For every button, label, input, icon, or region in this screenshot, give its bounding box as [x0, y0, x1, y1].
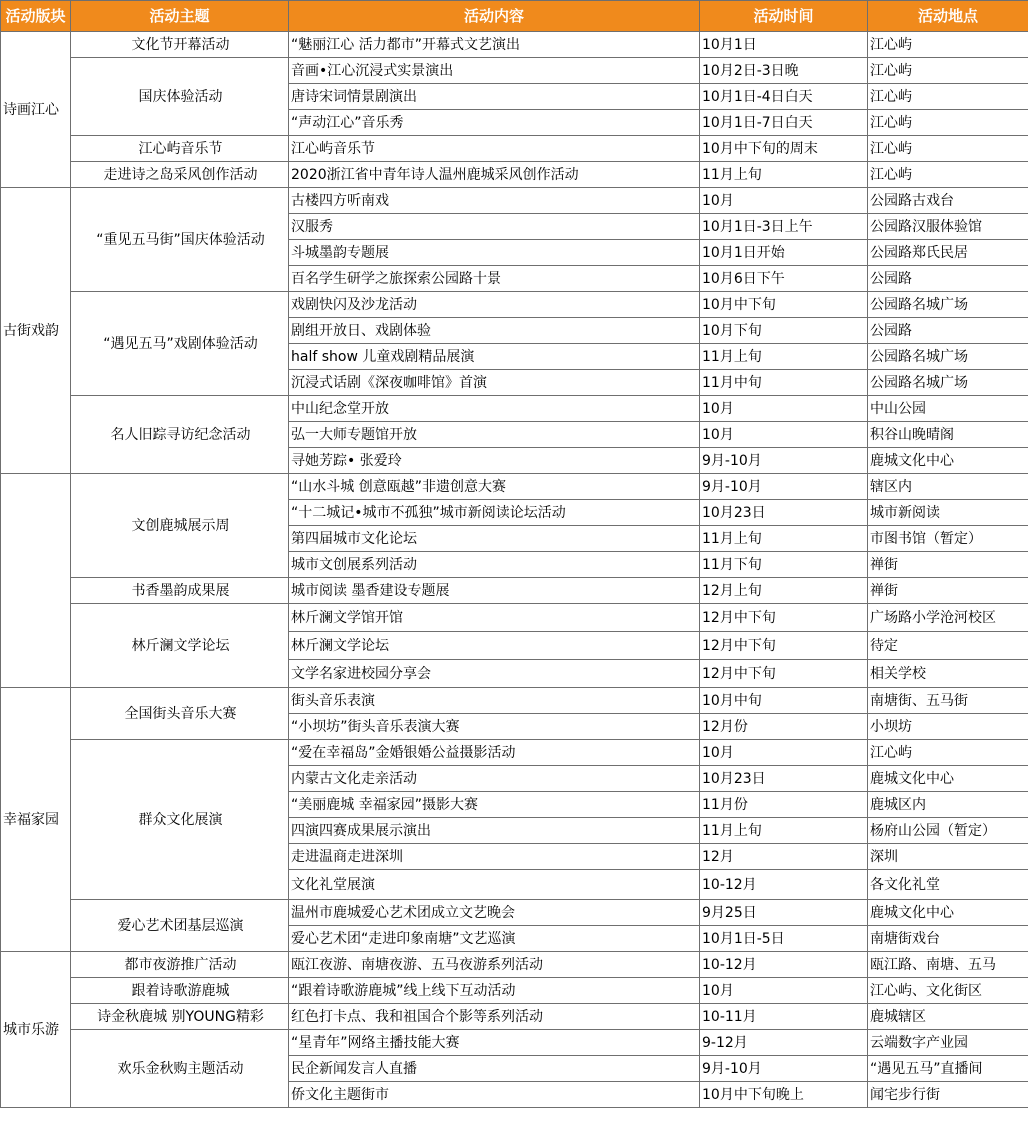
place-cell: 待定 — [868, 632, 1028, 660]
table-row — [1, 58, 1028, 84]
place-cell: 瓯江路、南塘、五马 — [868, 952, 1028, 978]
content-cell: 街头音乐表演 — [289, 688, 700, 714]
place-cell: 江心屿 — [868, 162, 1028, 188]
table-row — [1, 740, 1028, 766]
place-cell: 深圳 — [868, 844, 1028, 870]
place-cell: 公园路名城广场 — [868, 344, 1028, 370]
time-cell: 9月-10月 — [700, 474, 868, 500]
time-cell: 10月中旬 — [700, 688, 868, 714]
time-cell: 9月25日 — [700, 900, 868, 926]
place-cell: 相关学校 — [868, 660, 1028, 688]
time-cell: 10月1日开始 — [700, 240, 868, 266]
header-time: 活动时间 — [700, 1, 868, 32]
content-cell: 文学名家进校园分享会 — [289, 660, 700, 688]
time-cell: 12月中下旬 — [700, 604, 868, 632]
place-cell: 江心屿 — [868, 110, 1028, 136]
time-cell: 10月下旬 — [700, 318, 868, 344]
place-cell: 市图书馆（暂定） — [868, 526, 1028, 552]
theme-cell: 国庆体验活动 — [71, 58, 289, 136]
theme-cell: 诗金秋鹿城 别YOUNG精彩 — [71, 1004, 289, 1030]
place-cell: 公园路名城广场 — [868, 292, 1028, 318]
time-cell: 11月中旬 — [700, 370, 868, 396]
place-cell: 江心屿 — [868, 136, 1028, 162]
header-section: 活动版块 — [1, 1, 71, 32]
table-row — [1, 32, 1028, 58]
theme-cell: 名人旧踪寻访纪念活动 — [71, 396, 289, 474]
theme-cell: “遇见五马”戏剧体验活动 — [71, 292, 289, 396]
place-cell: 小坝坊 — [868, 714, 1028, 740]
table-row — [1, 474, 1028, 500]
content-cell: 内蒙古文化走亲活动 — [289, 766, 700, 792]
content-cell: 弘一大师专题馆开放 — [289, 422, 700, 448]
place-cell: 云端数字产业园 — [868, 1030, 1028, 1056]
content-cell: 走进温商走进深圳 — [289, 844, 700, 870]
content-cell: “星青年”网络主播技能大赛 — [289, 1030, 700, 1056]
content-cell: “美丽鹿城 幸福家园”摄影大赛 — [289, 792, 700, 818]
section-cell: 古街戏韵 — [1, 188, 71, 474]
time-cell: 10月中下旬的周末 — [700, 136, 868, 162]
content-cell: 林斤澜文学馆开馆 — [289, 604, 700, 632]
place-cell: 杨府山公园（暂定） — [868, 818, 1028, 844]
content-cell: 2020浙江省中青年诗人温州鹿城采风创作活动 — [289, 162, 700, 188]
place-cell: 公园路汉服体验馆 — [868, 214, 1028, 240]
place-cell: 鹿城辖区 — [868, 1004, 1028, 1030]
content-cell: 瓯江夜游、南塘夜游、五马夜游系列活动 — [289, 952, 700, 978]
theme-cell: “重见五马街”国庆体验活动 — [71, 188, 289, 292]
content-cell: 音画•江心沉浸式实景演出 — [289, 58, 700, 84]
time-cell: 10月 — [700, 188, 868, 214]
place-cell: 南塘街、五马街 — [868, 688, 1028, 714]
place-cell: 禅街 — [868, 552, 1028, 578]
time-cell: 10月6日下午 — [700, 266, 868, 292]
content-cell: half show 儿童戏剧精品展演 — [289, 344, 700, 370]
table-row — [1, 578, 1028, 604]
content-cell: “山水斗城 创意瓯越”非遗创意大赛 — [289, 474, 700, 500]
theme-cell: 文化节开幕活动 — [71, 32, 289, 58]
place-cell: 鹿城文化中心 — [868, 448, 1028, 474]
table-row — [1, 900, 1028, 926]
section-cell: 幸福家园 — [1, 688, 71, 952]
time-cell: 10月中下旬 — [700, 292, 868, 318]
content-cell: “小坝坊”街头音乐表演大赛 — [289, 714, 700, 740]
time-cell: 9月-10月 — [700, 448, 868, 474]
time-cell: 9月-10月 — [700, 1056, 868, 1082]
time-cell: 12月中下旬 — [700, 632, 868, 660]
content-cell: “爱在幸福岛”金婚银婚公益摄影活动 — [289, 740, 700, 766]
content-cell: 戏剧快闪及沙龙活动 — [289, 292, 700, 318]
place-cell: 鹿城文化中心 — [868, 766, 1028, 792]
place-cell: 江心屿 — [868, 32, 1028, 58]
theme-cell: 爱心艺术团基层巡演 — [71, 900, 289, 952]
time-cell: 10月1日-7日白天 — [700, 110, 868, 136]
time-cell: 12月上旬 — [700, 578, 868, 604]
time-cell: 12月中下旬 — [700, 660, 868, 688]
content-cell: 林斤澜文学论坛 — [289, 632, 700, 660]
theme-cell: 走进诗之岛采风创作活动 — [71, 162, 289, 188]
table-row — [1, 1004, 1028, 1030]
time-cell: 10-12月 — [700, 952, 868, 978]
time-cell: 10月1日 — [700, 32, 868, 58]
table-row — [1, 162, 1028, 188]
place-cell: 公园路郑氏民居 — [868, 240, 1028, 266]
schedule-body — [1, 32, 1028, 1108]
content-cell: 汉服秀 — [289, 214, 700, 240]
place-cell: 鹿城文化中心 — [868, 900, 1028, 926]
theme-cell: 江心屿音乐节 — [71, 136, 289, 162]
time-cell: 10-12月 — [700, 870, 868, 900]
table-row — [1, 952, 1028, 978]
section-cell: 诗画江心 — [1, 32, 71, 188]
section-cell — [1, 474, 71, 688]
theme-cell: 林斤澜文学论坛 — [71, 604, 289, 688]
time-cell: 11月上旬 — [700, 818, 868, 844]
theme-cell: 跟着诗歌游鹿城 — [71, 978, 289, 1004]
place-cell: 公园路 — [868, 266, 1028, 292]
content-cell: 城市阅读 墨香建设专题展 — [289, 578, 700, 604]
table-row — [1, 188, 1028, 214]
theme-cell: 文创鹿城展示周 — [71, 474, 289, 578]
time-cell: 10月1日-5日 — [700, 926, 868, 952]
place-cell: 江心屿 — [868, 740, 1028, 766]
content-cell: 民企新闻发言人直播 — [289, 1056, 700, 1082]
time-cell: 11月上旬 — [700, 162, 868, 188]
place-cell: 江心屿 — [868, 58, 1028, 84]
table-row — [1, 136, 1028, 162]
content-cell: 斗城墨韵专题展 — [289, 240, 700, 266]
content-cell: 中山纪念堂开放 — [289, 396, 700, 422]
content-cell: “跟着诗歌游鹿城”线上线下互动活动 — [289, 978, 700, 1004]
time-cell: 10月23日 — [700, 500, 868, 526]
time-cell: 12月 — [700, 844, 868, 870]
place-cell: 禅街 — [868, 578, 1028, 604]
time-cell: 11月上旬 — [700, 526, 868, 552]
time-cell: 10-11月 — [700, 1004, 868, 1030]
header-row — [1, 1, 1028, 32]
content-cell: 唐诗宋词情景剧演出 — [289, 84, 700, 110]
content-cell: 侨文化主题街市 — [289, 1082, 700, 1108]
content-cell: 古楼四方听南戏 — [289, 188, 700, 214]
header-theme: 活动主题 — [71, 1, 289, 32]
content-cell: “魅丽江心 活力都市”开幕式文艺演出 — [289, 32, 700, 58]
content-cell: 文化礼堂展演 — [289, 870, 700, 900]
header-place: 活动地点 — [868, 1, 1028, 32]
place-cell: 鹿城区内 — [868, 792, 1028, 818]
time-cell: 10月中下旬晚上 — [700, 1082, 868, 1108]
theme-cell: 欢乐金秋购主题活动 — [71, 1030, 289, 1108]
theme-cell: 全国街头音乐大赛 — [71, 688, 289, 740]
time-cell: 10月23日 — [700, 766, 868, 792]
place-cell: 城市新阅读 — [868, 500, 1028, 526]
time-cell: 10月1日-3日上午 — [700, 214, 868, 240]
table-row — [1, 978, 1028, 1004]
theme-cell: 群众文化展演 — [71, 740, 289, 900]
place-cell: 各文化礼堂 — [868, 870, 1028, 900]
table-row — [1, 396, 1028, 422]
content-cell: “声动江心”音乐秀 — [289, 110, 700, 136]
place-cell: 闻宅步行街 — [868, 1082, 1028, 1108]
content-cell: 沉浸式话剧《深夜咖啡馆》首演 — [289, 370, 700, 396]
table-row — [1, 604, 1028, 632]
content-cell: 红色打卡点、我和祖国合个影等系列活动 — [289, 1004, 700, 1030]
time-cell: 11月份 — [700, 792, 868, 818]
time-cell: 11月下旬 — [700, 552, 868, 578]
section-cell: 城市乐游 — [1, 952, 71, 1108]
place-cell: 辖区内 — [868, 474, 1028, 500]
place-cell: 中山公园 — [868, 396, 1028, 422]
table-row — [1, 688, 1028, 714]
place-cell: 江心屿 — [868, 84, 1028, 110]
theme-cell: 都市夜游推广活动 — [71, 952, 289, 978]
time-cell: 11月上旬 — [700, 344, 868, 370]
place-cell: 公园路 — [868, 318, 1028, 344]
content-cell: 温州市鹿城爱心艺术团成立文艺晚会 — [289, 900, 700, 926]
content-cell: 四演四赛成果展示演出 — [289, 818, 700, 844]
time-cell: 10月1日-4日白天 — [700, 84, 868, 110]
content-cell: “十二城记•城市不孤独”城市新阅读论坛活动 — [289, 500, 700, 526]
content-cell: 百名学生研学之旅探索公园路十景 — [289, 266, 700, 292]
place-cell: “遇见五马”直播间 — [868, 1056, 1028, 1082]
content-cell: 第四届城市文化论坛 — [289, 526, 700, 552]
table-row — [1, 292, 1028, 318]
time-cell: 10月2日-3日晚 — [700, 58, 868, 84]
time-cell: 10月 — [700, 422, 868, 448]
place-cell: 公园路名城广场 — [868, 370, 1028, 396]
table-row — [1, 1030, 1028, 1056]
time-cell: 10月 — [700, 396, 868, 422]
time-cell: 9-12月 — [700, 1030, 868, 1056]
place-cell: 南塘街戏台 — [868, 926, 1028, 952]
time-cell: 10月 — [700, 978, 868, 1004]
theme-cell: 书香墨韵成果展 — [71, 578, 289, 604]
time-cell: 10月 — [700, 740, 868, 766]
content-cell: 寻她芳踪• 张爱玲 — [289, 448, 700, 474]
place-cell: 公园路古戏台 — [868, 188, 1028, 214]
header-content: 活动内容 — [289, 1, 700, 32]
content-cell: 城市文创展系列活动 — [289, 552, 700, 578]
place-cell: 广场路小学沧河校区 — [868, 604, 1028, 632]
content-cell: 剧组开放日、戏剧体验 — [289, 318, 700, 344]
time-cell: 12月份 — [700, 714, 868, 740]
content-cell: 江心屿音乐节 — [289, 136, 700, 162]
place-cell: 积谷山晚晴阁 — [868, 422, 1028, 448]
content-cell: 爱心艺术团“走进印象南塘”文艺巡演 — [289, 926, 700, 952]
place-cell: 江心屿、文化街区 — [868, 978, 1028, 1004]
